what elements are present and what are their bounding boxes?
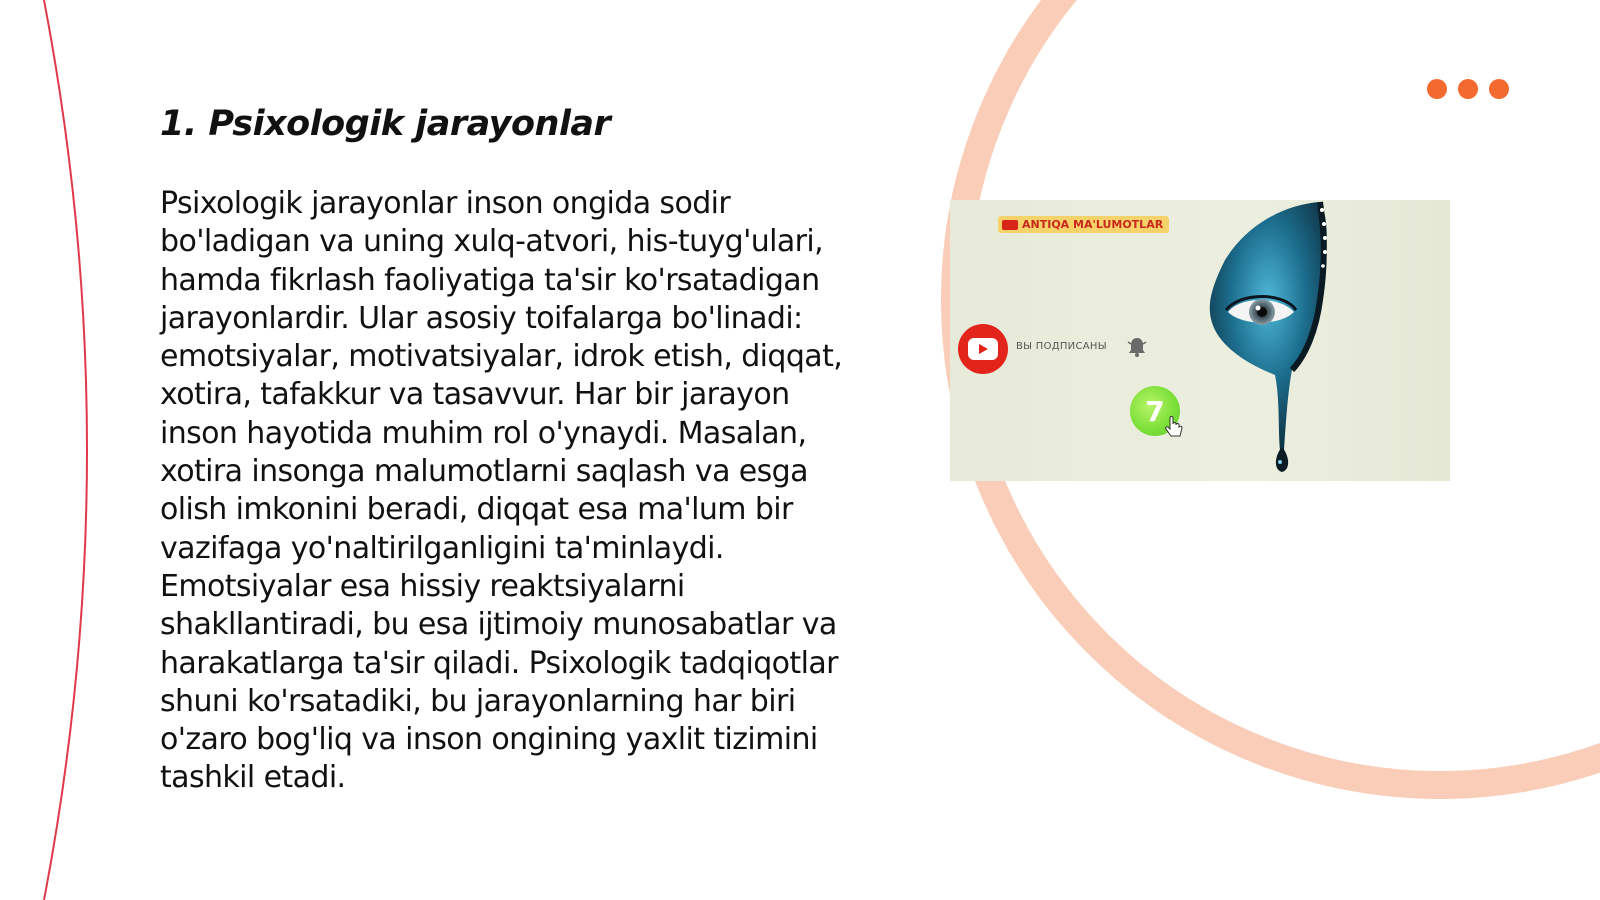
green-number-badge: 7	[1130, 386, 1180, 436]
slide-title: 1. Psixologik jarayonlar	[160, 104, 611, 144]
subscribed-label: ВЫ ПОДПИСАНЫ	[1016, 341, 1107, 352]
youtube-icon	[958, 324, 1008, 374]
channel-banner	[998, 216, 1169, 233]
dot-3	[1489, 79, 1509, 99]
channel-name: ANTIQA MA'LUMOTLAR	[1022, 218, 1164, 231]
butterfly-eye-image	[1180, 200, 1340, 481]
video-thumbnail[interactable]	[950, 200, 1450, 481]
dot-2	[1458, 79, 1478, 99]
left-curve-line	[44, 0, 87, 900]
dot-1	[1427, 79, 1447, 99]
bell-icon	[1126, 336, 1148, 358]
youtube-logo-icon	[1002, 220, 1018, 230]
slide-body-text: Psixologik jarayonlar inson ongida sodir bo'ladigan va uning xulq-atvori, his-tuyg'ulari, hamda fikrlash faoliyatiga ta'sir ko'rsatadigan jarayonlardir. Ular asosiy toifalarga bo'linadi: emotsiyalar, motivatsiyalar, idrok etish, diqqat, xotira, tafakkur va tasavvur. Har bir jarayon inson hayotida muhim rol o'ynaydi. Masalan, xotira insonga malumotlarni saqlash va esga olish imkonini beradi, diqqat esa ma'lum bir vazifaga yo'naltirilganligini ta'minlaydi. Emotsiyalar esa hissiy reaktsiyalarni shakllantiradi, bu esa ijtimoiy munosabatlar va harakatlarga ta'sir qiladi. Psixologik tadqiqotlar shuni ko'rsatadiki, bu jarayonlarning har biri o'zaro bog'liq va inson ongining yaxlit tizimini tashkil etadi.	[160, 186, 843, 796]
menu-dots	[1427, 79, 1509, 99]
